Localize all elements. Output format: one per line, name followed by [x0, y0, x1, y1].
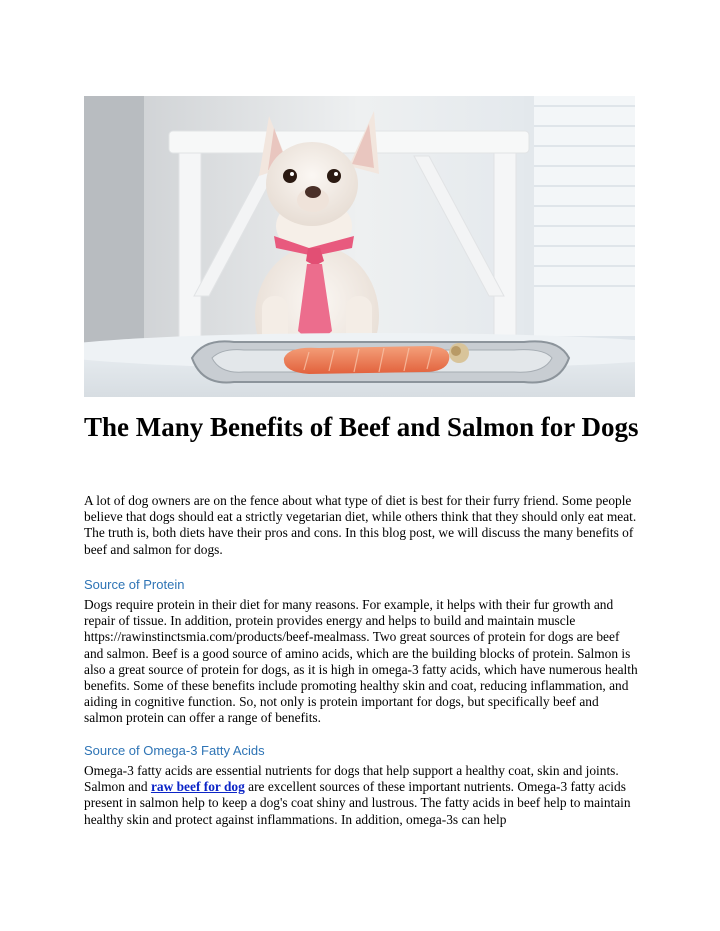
omega3-text-after-link: are excellent sources of these important nutrients. Omega-3 fatty acids present in salmon help to keep a dog's coat shiny and lustrous. The fatty acids in beef help to maintain healthy skin and protect against inflammations. In addition, omega-3s can help [84, 779, 631, 827]
intro-paragraph: A lot of dog owners are on the fence about what type of diet is best for their furry friend. Some people believe that dogs should eat a strictly vegetarian diet, while others think that they should only eat meat. The truth is, both diets have their pros and cons. In this blog post, we will discuss the many benefits of beef and salmon for dogs. [84, 493, 637, 557]
omega3-text-before-link: Omega-3 fatty acids are essential nutrients for dogs that help support a healthy coat, skin and joints. Salmon and [84, 763, 619, 795]
hero-image [84, 96, 635, 397]
raw-beef-for-dog-link[interactable]: raw beef for dog [150, 779, 245, 795]
section-body-omega3 [84, 763, 640, 828]
section-body-protein: Dogs require protein in their diet for many reasons. For example, it helps with their fur growth and repair of tissue. In addition, protein provides energy and helps to build and maintain muscle https://rawinstinctsmia.com/products/beef-mealmass. Two great sources of protein for dogs are beef and salmon. Beef is a good source of amino acids, which are the building blocks of protein. Salmon is also a great source of protein for dogs, as it is high in omega-3 fatty acids, which have numerous health benefits. Some of these benefits include promoting healthy skin and coat, reducing inflammation, and aiding in cognitive function. So, not only is protein important for dogs, but specifically beef and salmon protein can offer a range of benefits. [84, 597, 638, 726]
section-heading-omega3: Source of Omega-3 Fatty Acids [84, 743, 265, 758]
section-heading-protein: Source of Protein [84, 577, 185, 592]
article-title: The Many Benefits of Beef and Salmon for Dogs [84, 412, 639, 442]
